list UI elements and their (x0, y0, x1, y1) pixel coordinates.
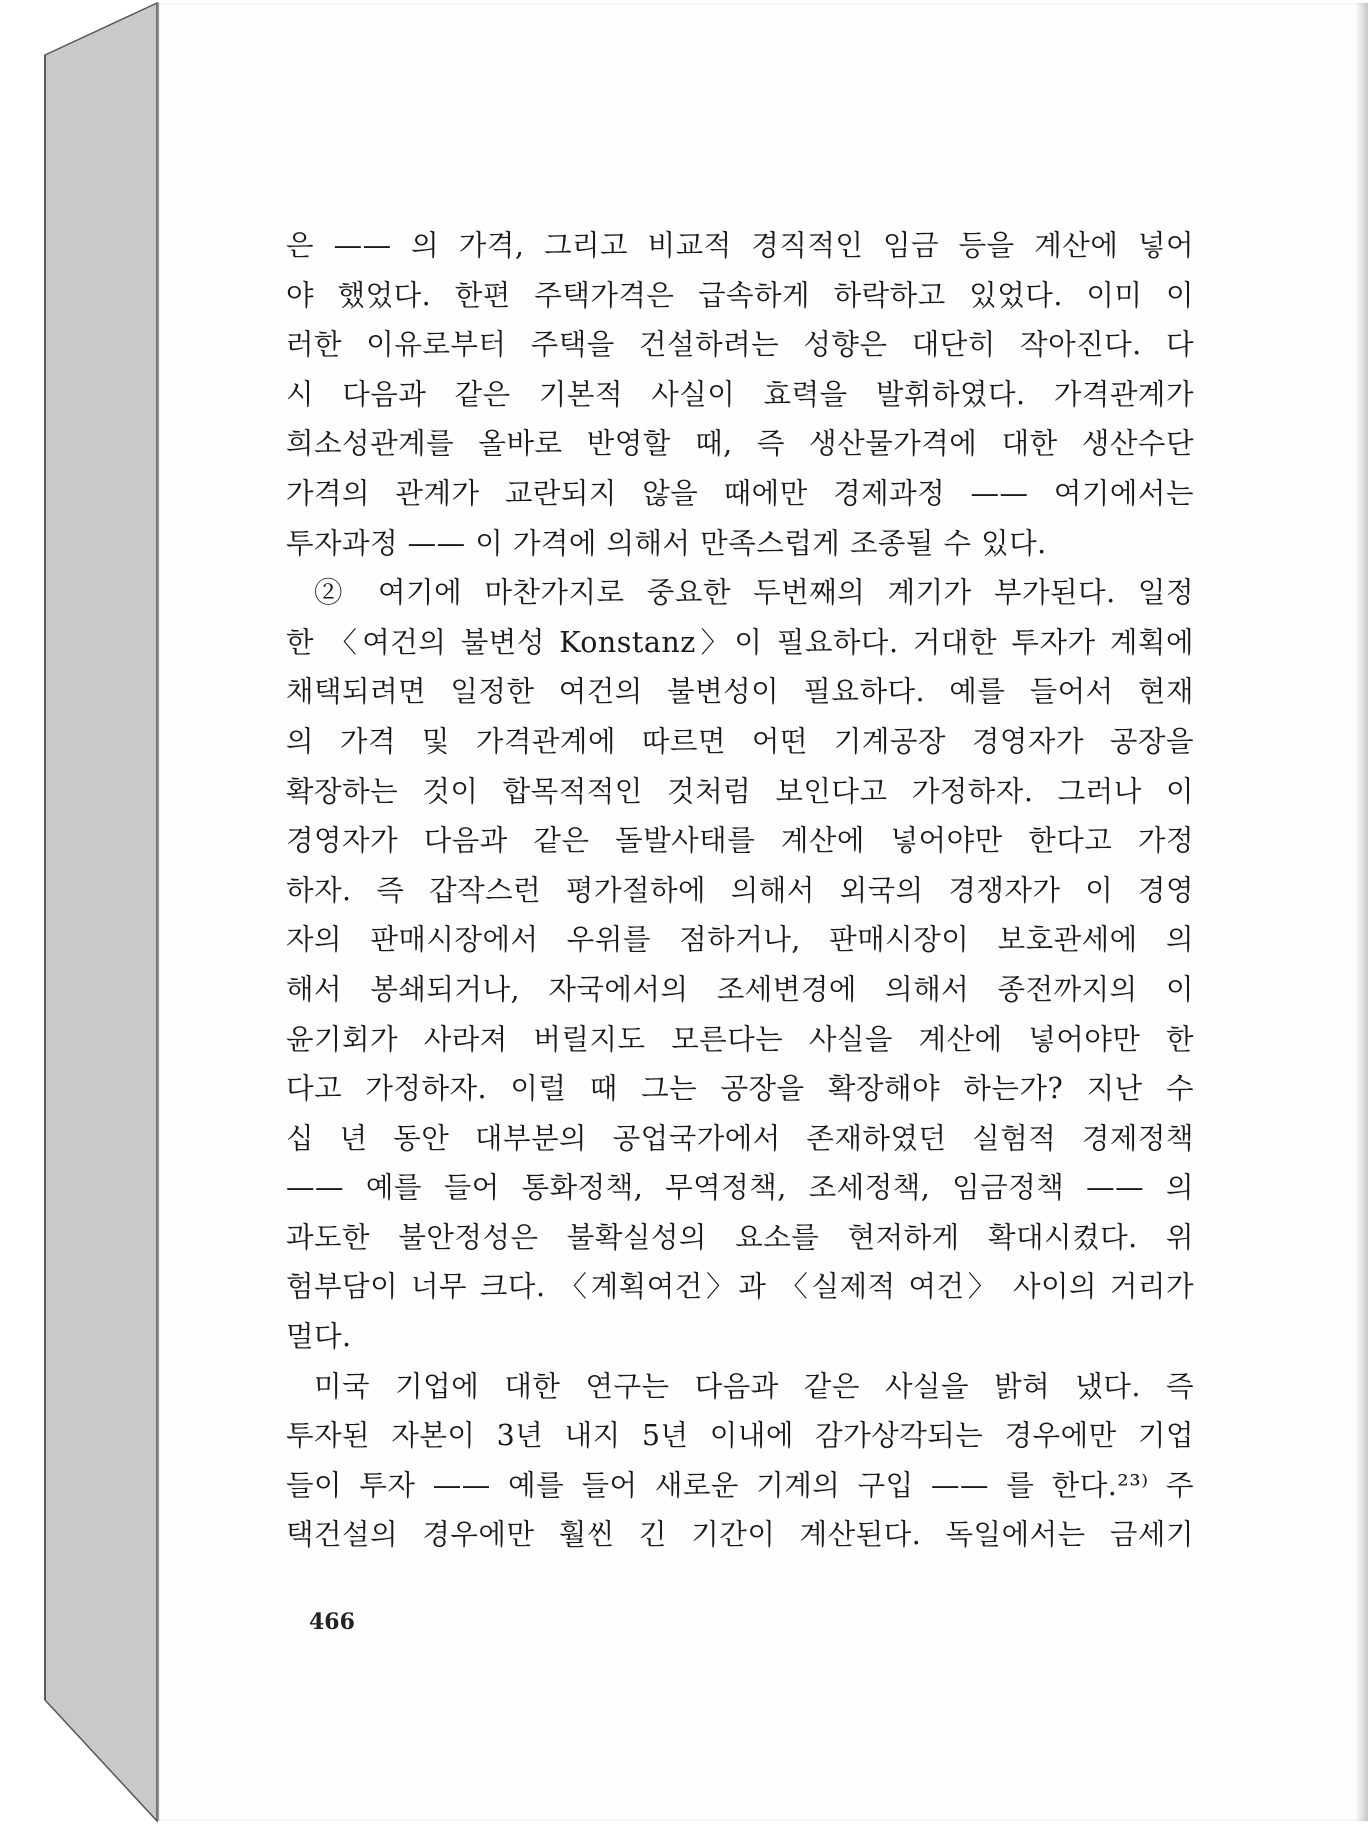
text-line: 한 〈여건의 불변성 Konstanz〉이 필요하다. 거대한 투자가 계획에 (286, 625, 1194, 659)
text-line: 십 년 동안 대부분의 공업국가에서 존재하였던 실험적 경제정책 (286, 1121, 1194, 1155)
text-line: —— 예를 들어 통화정책, 무역정책, 조세정책, 임금정책 —— 의 (286, 1171, 1194, 1205)
text-line: 의 가격 및 가격관계에 따르면 어떤 기계공장 경영자가 공장을 (286, 724, 1194, 758)
text-line: 자의 판매시장에서 우위를 점하거나, 판매시장이 보호관세에 의 (286, 923, 1194, 957)
page-number: 466 (309, 1609, 355, 1635)
text-line: 다고 가정하자. 이럴 때 그는 공장을 확장해야 하는가? 지난 수 (286, 1072, 1194, 1106)
text-line: 시 다음과 같은 기본적 사실이 효력을 발휘하였다. 가격관계가 (286, 377, 1194, 411)
text-line: 멀다. (286, 1320, 352, 1354)
text-line: 희소성관계를 올바로 반영할 때, 즉 생산물가격에 대한 생산수단 (286, 427, 1194, 461)
text-line: 투자된 자본이 3년 내지 5년 이내에 감가상각되는 경우에만 기업 (286, 1419, 1194, 1453)
text-line: 하자. 즉 갑작스런 평가절하에 의해서 외국의 경쟁자가 이 경영 (286, 873, 1194, 907)
book-spine (0, 0, 170, 1824)
text-line: 야 했었다. 한편 주택가격은 급속하게 하락하고 있었다. 이미 이 (286, 278, 1194, 312)
text-line: 들이 투자 —— 예를 들어 새로운 기계의 구입 —— 를 한다.²³⁾ 주 (286, 1468, 1194, 1502)
text-line: 경영자가 다음과 같은 돌발사태를 계산에 넣어야만 한다고 가정 (286, 824, 1194, 858)
text-line: 과도한 불안정성은 불확실성의 요소를 현저하게 확대시켰다. 위 (286, 1220, 1194, 1254)
text-line: 은 —— 의 가격, 그리고 비교적 경직적인 임금 등을 계산에 넣어 (286, 229, 1194, 262)
text-line: 미국 기업에 대한 연구는 다음과 같은 사실을 밝혀 냈다. 즉 (314, 1369, 1194, 1403)
text-line: 러한 이유로부터 주택을 건설하려는 성향은 대단히 작아진다. 다 (286, 328, 1194, 362)
text-line: 험부담이 너무 크다. 〈계획여건〉과 〈실제적 여건〉 사이의 거리가 (286, 1270, 1194, 1304)
text-line: 해서 봉쇄되거나, 자국에서의 조세변경에 의해서 종전까지의 이 (286, 972, 1194, 1006)
text-line: 윤기회가 사라져 버릴지도 모른다는 사실을 계산에 넣어야만 한 (286, 1022, 1194, 1056)
text-line: 투자과정 —— 이 가격에 의해서 만족스럽게 조종될 수 있다. (286, 526, 1047, 560)
body-text (286, 221, 1194, 1560)
book-page (158, 3, 1367, 1821)
text-line: 채택되려면 일정한 여건의 불변성이 필요하다. 예를 들어서 현재 (286, 675, 1194, 709)
text-line: 택건설의 경우에만 훨씬 긴 기간이 계산된다. 독일에서는 금세기 (286, 1518, 1194, 1552)
text-line: 확장하는 것이 합목적적인 것처럼 보인다고 가정하자. 그러나 이 (286, 774, 1194, 808)
text-line: ② 여기에 마찬가지로 중요한 두번째의 계기가 부가된다. 일정 (314, 576, 1194, 610)
text-line: 가격의 관계가 교란되지 않을 때에만 경제과정 —— 여기에서는 (286, 476, 1194, 510)
